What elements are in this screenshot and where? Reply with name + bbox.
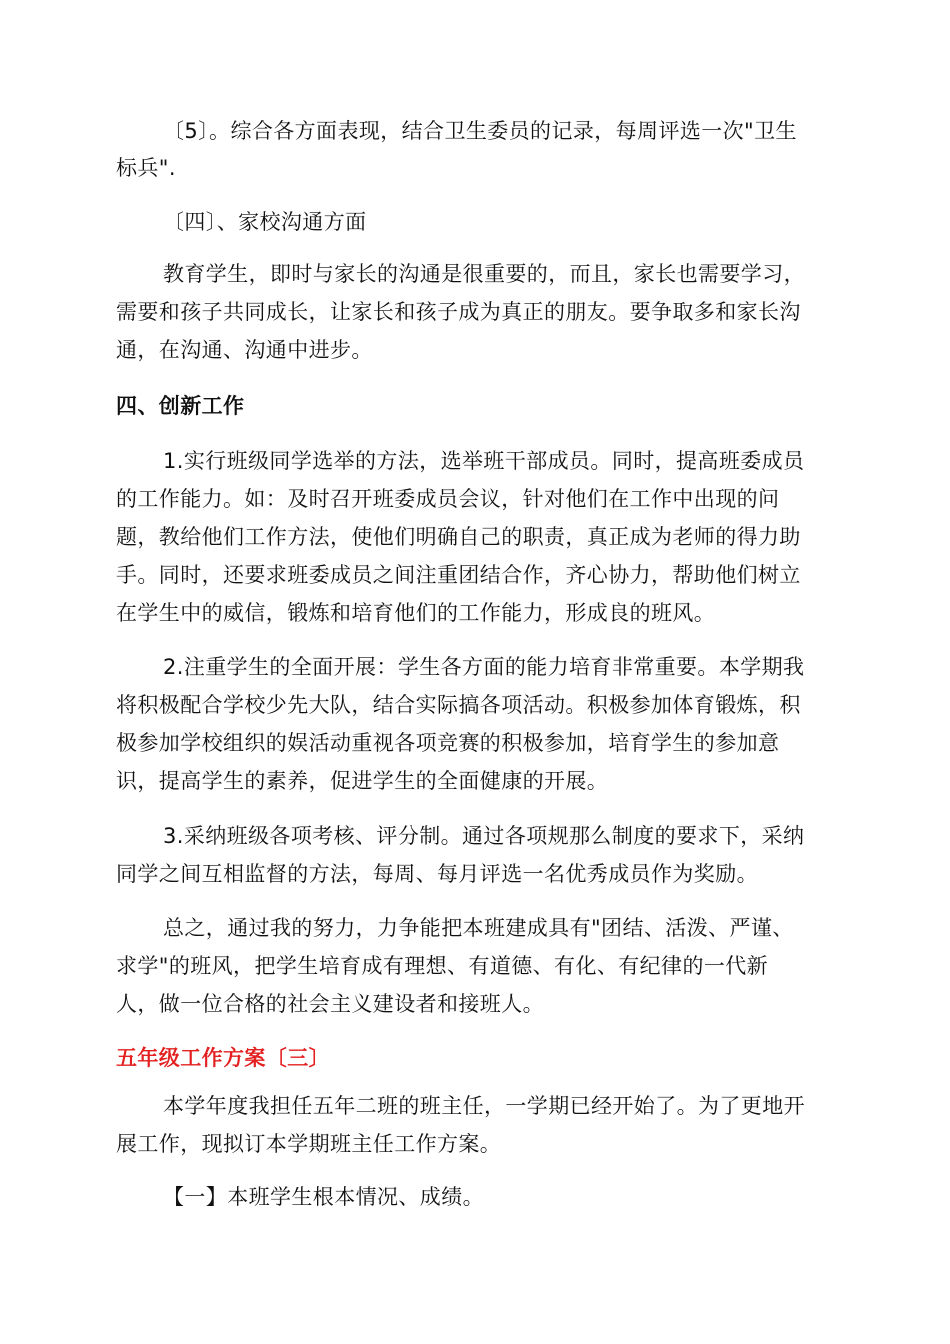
- paragraph-line: 题，教给他们工作方法，使他们明确自己的职责，真正成为老师的得力助: [116, 525, 801, 549]
- paragraph-line: 展工作，现拟订本学期班主任工作方案。: [116, 1132, 502, 1156]
- paragraph-line: 手。同时，还要求班委成员之间注重团结合作，齐心协力，帮助他们树立: [116, 563, 801, 587]
- paragraph-line: 求学"的班风，把学生培育成有理想、有道德、有化、有纪律的一代新: [116, 954, 769, 978]
- paragraph-line: 教育学生，即时与家长的沟通是很重要的，而且，家长也需要学习，: [163, 262, 805, 286]
- paragraph-line: 同学之间互相监督的方法，每周、每月评选一名优秀成员作为奖励。: [116, 862, 758, 886]
- paragraph-line: 的工作能力。如：及时召开班委成员会议，针对他们在工作中出现的问: [116, 487, 780, 511]
- section-title: 五年级工作方案〔三〕: [116, 1046, 330, 1070]
- paragraph-line: 总之，通过我的努力，力争能把本班建成具有"团结、活泼、严谨、: [163, 916, 794, 940]
- paragraph-line: 在学生中的威信，锻炼和培育他们的工作能力，形成良的班风。: [116, 601, 716, 625]
- paragraph-line: 极参加学校组织的娱活动重视各项竞赛的积极参加，培育学生的参加意: [116, 731, 780, 755]
- paragraph-line: 识，提高学生的素养，促进学生的全面健康的开展。: [116, 769, 609, 793]
- subsection-heading: 【一】本班学生根本情况、成绩。: [163, 1185, 484, 1209]
- paragraph-line: 〔5〕。综合各方面表现，结合卫生委员的记录，每周评选一次"卫生: [163, 119, 797, 143]
- paragraph-line: 本学年度我担任五年二班的班主任，一学期已经开始了。为了更地开: [163, 1094, 805, 1118]
- paragraph-line: 2.注重学生的全面开展：学生各方面的能力培育非常重要。本学期我: [163, 655, 805, 679]
- section-heading: 四、创新工作: [116, 394, 245, 418]
- subsection-heading: 〔四〕、家校沟通方面: [163, 210, 367, 234]
- paragraph-line: 需要和孩子共同成长，让家长和孩子成为真正的朋友。要争取多和家长沟: [116, 300, 801, 324]
- paragraph-line: 将积极配合学校少先大队，结合实际搞各项活动。积极参加体育锻炼，积: [116, 693, 801, 717]
- paragraph-line: 3.采纳班级各项考核、评分制。通过各项规那么制度的要求下，采纳: [163, 824, 805, 848]
- paragraph-line: 1.实行班级同学选举的方法，选举班干部成员。同时，提高班委成员: [163, 449, 805, 473]
- paragraph-line: 标兵".: [116, 156, 176, 180]
- paragraph-line: 通，在沟通、沟通中进步。: [116, 338, 373, 362]
- paragraph-line: 人，做一位合格的社会主义建设者和接班人。: [116, 992, 544, 1016]
